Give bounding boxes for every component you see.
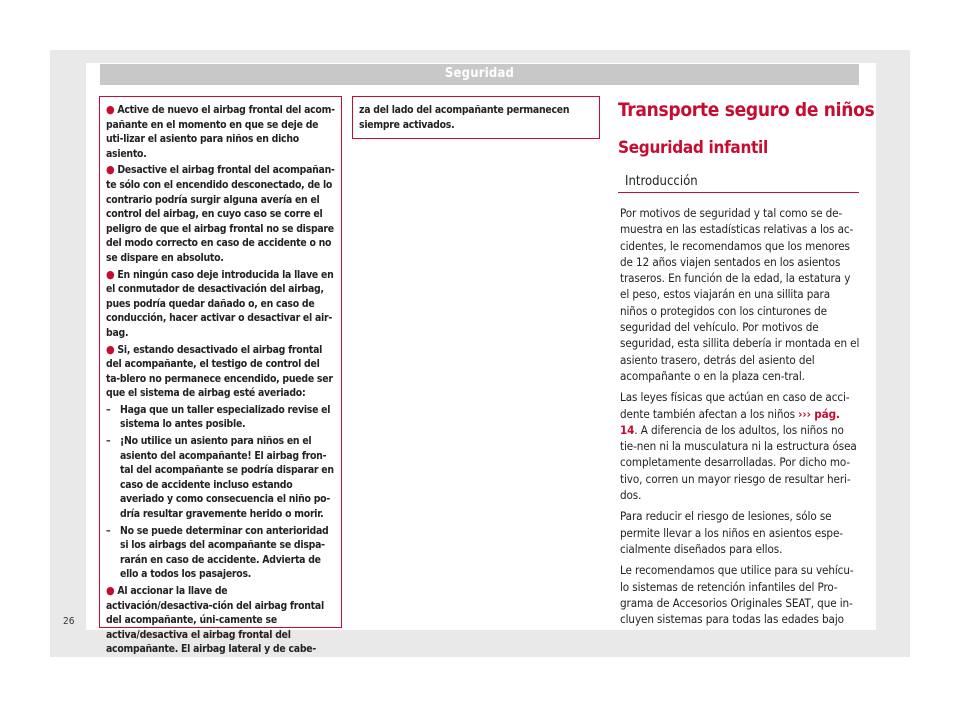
intro-heading: Introducción (625, 174, 698, 189)
section-subtitle: Seguridad infantil (618, 138, 768, 158)
warning-text-right: za del lado del acompañante permanecen siempre activados. (359, 104, 570, 131)
paragraph-text: . A diferencia de los adultos, los niños no tie-nen ni la musculatura ni la estructura ósea completamente desarrolladas. Por dicho mo-tivo, corren un mayor riesgo de resultar heri-dos. (620, 422, 857, 503)
warning-item (106, 343, 336, 401)
warning-item (106, 584, 336, 657)
warning-subitem (106, 434, 336, 522)
bullet-icon: ● (106, 342, 115, 356)
warning-subitem (106, 403, 336, 432)
chapter-header (100, 64, 859, 85)
chapter-title: Seguridad (444, 66, 515, 81)
paragraph: Le recomendamos que utilice para su vehícu-lo sistemas de retención infantiles del Pro-grama de Accesorios Originales SEAT, que in-cluyen sistemas para todas las edades bajo (620, 563, 854, 627)
warning-item-text: En ningún caso deje introducida la llave en el conmutador de desactivación del airbag, pues podría quedar dañado o, en caso de conducción, hacer activar o desactivar el air-bag. (106, 268, 334, 339)
page-number: 26 (63, 616, 75, 627)
warning-subitem-text: Haga que un taller especializado revise el sistema lo antes posible. (120, 403, 331, 431)
warning-box-right (352, 96, 600, 139)
paragraph-text: Las leyes físicas que actúan en caso de acci-dente también afectan a los niños (620, 390, 850, 421)
bullet-icon: ● (106, 584, 115, 597)
warning-item-text: Al accionar la llave de activación/desactiva-ción del airbag frontal del acompañante, úni-camente se activa/desactiva el airbag frontal del acompañante. El airbag lateral y de cabe- (106, 585, 324, 656)
bullet-icon: ● (106, 267, 115, 281)
warning-item (106, 268, 336, 341)
page-reference-link[interactable]: ››› pág. 14 (620, 406, 840, 437)
warning-item (106, 163, 336, 265)
warning-item (106, 103, 336, 161)
warning-subitem-text: ¡No utilice un asiento para niños en el asiento del acompañante! El airbag fron-tal del acompañante se podría disparar en caso de accidente incluso estando averiado y como consecuencia el niño po-dría resultar gravemente herido o morir. (120, 435, 334, 521)
section-title: Transporte seguro de niños (618, 99, 875, 121)
warning-item-text: Active de nuevo el airbag frontal del acom-pañante en el momento en que se deje de uti-lizar el asiento para niños en dicho asiento. (106, 104, 335, 160)
dash-icon: – (106, 403, 111, 416)
warning-item-text: Si, estando desactivado el airbag frontal del acompañante, el testigo de control del ta-blero no permanece encendido, puede ser que el sistema de airbag esté averiado: (106, 343, 333, 400)
warning-subitem-text: No se puede determinar con anterioridad si los airbags del acompañante se dispa-rarán en caso de accidente. Advierta de ello a todos los pasajeros. (120, 524, 329, 581)
paragraph: Por motivos de seguridad y tal como se de-muestra en las estadísticas relativas a los ac-cidentes, le recomendamos que los menores de 12 años viajen sentados en los asientos traseros. En función de la edad, la estatura y el peso, estos viajarán en una sillita para niños o protegidos con los cinturones de seguridad del vehículo. Por motivos de seguridad, esta sillita debería ir montada en el asiento trasero, detrás del asiento del acompañante o en la plaza cen-tral. (620, 206, 860, 383)
body-text (620, 205, 860, 632)
warning-text-left (106, 103, 336, 659)
dash-icon: – (106, 524, 111, 537)
bullet-icon: ● (106, 103, 115, 116)
warning-item-text: Desactive el airbag frontal del acompañan-te sólo con el encendido desconectado, de lo contrario podría surgir alguna avería en el control del airbag, en cuyo caso se corre el peligro de que el airbag frontal no se dispare del modo correcto en caso de accidente o no se dispare en absoluto. (106, 164, 335, 264)
dash-icon: – (106, 435, 111, 448)
warning-box-left (99, 96, 342, 656)
bullet-icon: ● (106, 163, 115, 177)
warning-subitem (106, 524, 336, 582)
paragraph (620, 389, 860, 503)
heading-divider (618, 192, 859, 193)
paragraph: Para reducir el riesgo de lesiones, sólo se permite llevar a los niños en asientos espe-cialmente diseñados para ellos. (620, 509, 843, 556)
